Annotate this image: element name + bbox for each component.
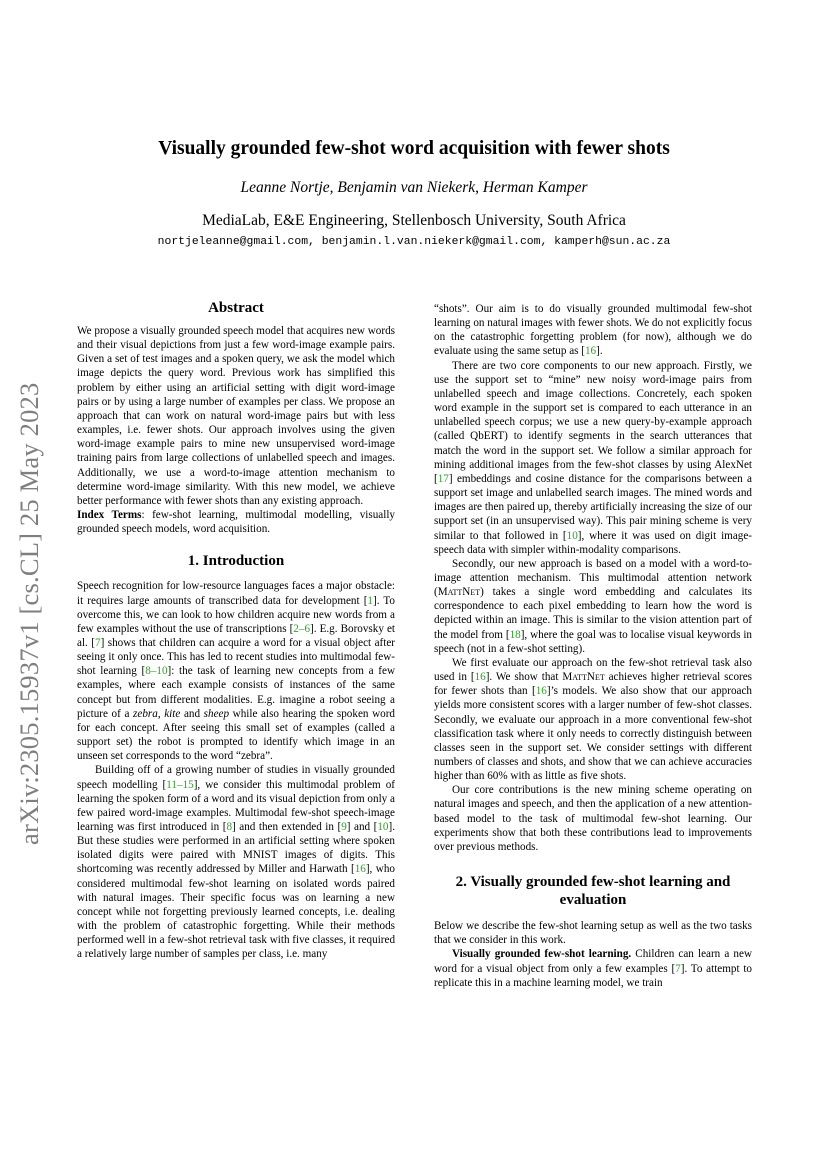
intro-heading: 1. Introduction [187, 553, 285, 570]
right-column [434, 302, 752, 990]
intro-paragraph-2: Building off of a growing number of studies in visually grounded speech modelling [11–15], we consider this multimodal problem of learning the spoken form of a word and its visual depiction from only a few paired word-image examples. Multimodal few-shot speech-image learning was first introduced in [8] and then extended in [9] and [10]. But these studies were performed in an artificial setting where spoken isolated digits were paired with MNIST images of digits. This shortcoming was recently addressed by Miller and Harwath [16], who considered multimodal few-shot learning on isolated words paired with natural images. Their specific focus was on learning a new concept while not forgetting previously learned concepts, i.e. dealing with the problem of catastrophic forgetting. While their methods performed well in a few-shot retrieval task with five classes, it required a relatively large number of samples per class, i.e. many [77, 764, 396, 961]
paper-emails: nortjeleanne@gmail.com, benjamin.l.van.niekerk@gmail.com, kamperh@sun.ac.za [157, 236, 671, 248]
citation-link[interactable]: 17 [437, 472, 449, 485]
citation-link[interactable]: 16 [535, 685, 547, 698]
right-paragraph-5: Our core contributions is the new mining scheme operating on natural images and speech, and then the application of a new attention-based model to the task of multimodal few-shot learning. Our experiments show that both these contributions lead to improvements over previous methods. [434, 784, 752, 853]
left-column [77, 299, 395, 962]
citation-link[interactable]: 2–6 [293, 622, 311, 635]
abstract-text: We propose a visually grounded speech model that acquires new words and their visual depictions from just a few word-image example pairs. Given a set of test images and a spoken query, we ask the model which image depicts the query word. Previous work has simplified this problem by either using an artificial setting with digit word-image pairs or by using a large number of examples per class. We propose an approach that can work on natural word-image pairs but with less examples, i.e. fewer shots. Our approach involves using the given word-image example pairs to mine new unsupervised word-image training pairs from large collections of unlabelled speech and images. Additionally, we use a word-to-image attention mechanism to determine word-image similarity. With this new model, we achieve better performance with fewer shots than any existing approach. [77, 325, 395, 507]
citation-link[interactable]: 1 [367, 594, 373, 607]
abstract-heading: Abstract [208, 300, 264, 316]
right-paragraph-1: “shots”. Our aim is to do visually grounded multimodal few-shot learning on natural images with fewer shots. We do not explicitly focus on the catastrophic forgetting problem (for now), although we do evaluate using the same setup as [16]. [434, 303, 752, 358]
citation-link[interactable]: 11–15 [166, 778, 194, 791]
citation-link[interactable]: 18 [509, 628, 521, 641]
model-name: MattNet [437, 586, 481, 599]
paper-title: Visually grounded few-shot word acquisition with fewer shots [158, 138, 670, 159]
citation-link[interactable]: 16 [474, 671, 486, 684]
paper-affiliation: MediaLab, E&E Engineering, Stellenbosch University, South Africa [202, 212, 626, 229]
right-paragraph-4: We first evaluate our approach on the few-shot retrieval task also used in [16]. We show that MattNet achieves higher retrieval scores for fewer shots than [16]’s models. We also show that our approach yields more consistent scores with a larger number of few-shot classes. Secondly, we evaluate our approach in a more conventional few-shot classification task where it only needs to correctly distinguish between classes seen in the support set. We consider settings with different numbers of classes and shots, and show that we can achieve accuracies higher than 60% with as little as five shots. [434, 656, 753, 783]
citation-link[interactable]: 10 [566, 529, 578, 542]
index-terms-label: Index Terms [77, 509, 142, 522]
right-paragraph-2: There are two core components to our new approach. Firstly, we use the support set to “mine” new noisy word-image pairs from unlabelled speech and image collections. Concretely, each spoken word example in the support set is compared to each utterance in an unlabelled speech corpus; we use a new query-by-example approach (called QbERT) to identify segments in the search utterances that match the word in the support set. We follow a similar approach for mining additional images from the few-shot classes by using AlexNet [17] embeddings and cosine distance for the comparisons between a support set image and unlabelled search images. The mined words and images are then paired up, thereby artificially increasing the size of our support set (in an unsupervised way). This pair mining scheme is very similar to that followed in [10], where it was used on digit image-speech data with simpler within-modality comparisons. [434, 359, 752, 556]
citation-link[interactable]: 7 [675, 962, 681, 975]
citation-link[interactable]: 8–10 [145, 665, 168, 678]
section-2-heading: 2. Visually grounded few-shot learning and evaluation [455, 874, 731, 909]
citation-link[interactable]: 16 [354, 863, 366, 876]
citation-link[interactable]: 16 [584, 345, 597, 358]
citation-link[interactable]: 10 [377, 821, 389, 833]
citation-link[interactable]: 7 [95, 636, 101, 649]
index-terms [77, 508, 395, 536]
citation-link[interactable]: 8 [226, 821, 233, 833]
citation-link[interactable]: 9 [341, 821, 347, 833]
right-paragraph-7: Visually grounded few-shot learning. Children can learn a new word for a visual object from only a few examples [7]. To attempt to replicate this in a machine learning model, we train [434, 948, 753, 989]
right-paragraph-6: Below we describe the few-shot learning setup as well as the two tasks that we consider in this work. [434, 920, 752, 947]
intro-paragraph-1: Speech recognition for low-resource languages faces a major obstacle: it requires large amounts of transcribed data for development [1]. To overcome this, we can look to how children acquire new words from a few examples without the use of transcriptions [2–6]. E.g. Borovsky et al. [7] shows that children can acquire a word for a visual object after seeing it only once. This has led to recent studies into multimodal few-shot learning [8–10]: the task of learning new concepts from a few examples, where each example consists of instances of the same concept but from different modalities. E.g. imagine a robot seeing a picture of a zebra, kite and sheep while also hearing the spoken word for each concept. After seeing this small set of examples (called a support set) the robot is prompted to identify which image in an unseen set corresponds to the word “zebra”. [77, 580, 396, 763]
right-paragraph-3: Secondly, our new approach is based on a model with a word-to-image attention mechanism. This multimodal attention network (MattNet) takes a single word embedding and calculates its correspondence to each pixel embedding to learn how the word is depicted within an image. This is similar to the vision attention part of the model from [18], where the goal was to localise visual keywords in speech (not in a few-shot setting). [434, 557, 752, 655]
paper-authors: Leanne Nortje, Benjamin van Niekerk, Herman Kamper [240, 179, 588, 196]
index-terms-text: : few-shot learning, multimodal modelling, visually grounded speech models, word acquisition. [77, 509, 395, 536]
model-name: MattNet [562, 671, 605, 684]
arxiv-side-stamp: arXiv:2305.15937v1 [cs.CL] 25 May 2023 [14, 382, 44, 845]
